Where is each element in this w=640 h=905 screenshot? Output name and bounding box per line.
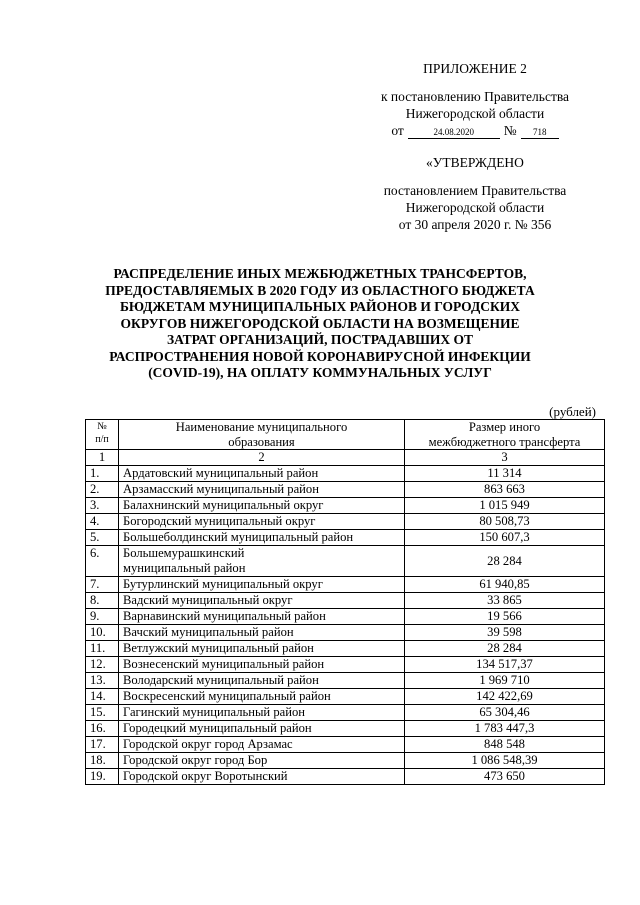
- table-row: [86, 466, 605, 482]
- row-name: Вачский муниципальный район: [119, 625, 405, 641]
- appendix-line-1: к постановлению Правительства: [380, 89, 570, 104]
- approved-line-2: Нижегородской области: [405, 200, 545, 215]
- row-name: Большеболдинский муниципальный район: [119, 530, 405, 546]
- row-number: 16.: [86, 721, 119, 737]
- row-number: 3.: [86, 498, 119, 514]
- row-amount: 1 086 548,39: [405, 753, 605, 769]
- title-line: РАСПРОСТРАНЕНИЯ НОВОЙ КОРОНАВИРУСНОЙ ИНФЕКЦИИ: [109, 348, 531, 364]
- title-line: БЮДЖЕТАМ МУНИЦИПАЛЬНЫХ РАЙОНОВ И ГОРОДСКИХ: [119, 299, 521, 314]
- title-line: (COVID-19), НА ОПЛАТУ КОММУНАЛЬНЫХ УСЛУГ: [148, 365, 492, 380]
- row-number: 17.: [86, 737, 119, 753]
- table-row: [86, 577, 605, 593]
- table-row: [86, 721, 605, 737]
- row-number: 14.: [86, 689, 119, 705]
- table-row: [86, 546, 605, 577]
- table-row: [86, 625, 605, 641]
- row-amount: 28 284: [405, 546, 605, 577]
- column-index: 1: [86, 450, 119, 466]
- row-number: 11.: [86, 641, 119, 657]
- order-number: 718: [521, 126, 559, 139]
- header-amount: [405, 420, 605, 450]
- approved-line-1: постановлением Правительства: [383, 183, 567, 198]
- row-amount: 863 663: [405, 482, 605, 498]
- approved-title: «УТВЕРЖДЕНО: [426, 155, 524, 170]
- from-label: от: [391, 123, 404, 138]
- appendix-line-2: Нижегородской области: [405, 106, 545, 121]
- row-amount: 61 940,85: [405, 577, 605, 593]
- row-amount: 142 422,69: [405, 689, 605, 705]
- row-name: Городской округ город Арзамас: [119, 737, 405, 753]
- transfers-table: [85, 419, 605, 785]
- row-number: 18.: [86, 753, 119, 769]
- title-line: ОКРУГОВ НИЖЕГОРОДСКОЙ ОБЛАСТИ НА ВОЗМЕЩЕНИЕ: [120, 315, 520, 331]
- header-name-line-1: Наименование муниципального: [175, 420, 348, 434]
- row-number: 19.: [86, 769, 119, 785]
- row-name: Богородский муниципальный округ: [119, 514, 405, 530]
- row-name: Гагинский муниципальный район: [119, 705, 405, 721]
- table-row: [86, 705, 605, 721]
- row-name-line-1: Большемурашкинский: [123, 546, 245, 560]
- row-number: 13.: [86, 673, 119, 689]
- row-name: Арзамасский муниципальный район: [119, 482, 405, 498]
- document-title: [70, 266, 570, 382]
- row-number: 15.: [86, 705, 119, 721]
- table-row: [86, 482, 605, 498]
- row-amount: 33 865: [405, 593, 605, 609]
- row-name: Городской округ Воротынский: [119, 769, 405, 785]
- order-reference: [340, 122, 610, 139]
- row-amount: 1 969 710: [405, 673, 605, 689]
- table-row: [86, 673, 605, 689]
- table-row: [86, 753, 605, 769]
- order-date: 24.08.2020: [408, 126, 500, 139]
- header-amount-line-2: межбюджетного трансферта: [428, 434, 581, 449]
- table-row: [86, 689, 605, 705]
- table-row: [86, 530, 605, 546]
- row-amount: 39 598: [405, 625, 605, 641]
- row-amount: 134 517,37: [405, 657, 605, 673]
- table-row: [86, 769, 605, 785]
- row-number: 6.: [86, 546, 119, 577]
- row-amount: 1 015 949: [405, 498, 605, 514]
- row-amount: 28 284: [405, 641, 605, 657]
- table-row: [86, 737, 605, 753]
- row-name: Вадский муниципальный округ: [119, 593, 405, 609]
- row-name: Городецкий муниципальный район: [119, 721, 405, 737]
- table-row: [86, 498, 605, 514]
- row-amount: 11 314: [405, 466, 605, 482]
- row-number: 8.: [86, 593, 119, 609]
- row-number: 7.: [86, 577, 119, 593]
- row-number: 5.: [86, 530, 119, 546]
- units-label: (рублей): [549, 404, 596, 419]
- row-name: Ардатовский муниципальный район: [119, 466, 405, 482]
- row-amount: 1 783 447,3: [405, 721, 605, 737]
- approved-block: [340, 154, 610, 233]
- number-sign: №: [503, 123, 517, 138]
- row-name: [119, 546, 405, 577]
- appendix-block: [340, 60, 610, 139]
- row-amount: 848 548: [405, 737, 605, 753]
- column-index-row: [86, 450, 605, 466]
- row-amount: 80 508,73: [405, 514, 605, 530]
- table-row: [86, 593, 605, 609]
- row-number: 9.: [86, 609, 119, 625]
- title-line: ПРЕДОСТАВЛЯЕМЫХ В 2020 ГОДУ ИЗ ОБЛАСТНОГО БЮДЖЕТА: [105, 282, 535, 298]
- row-name: Володарский муниципальный район: [119, 673, 405, 689]
- row-name: Городской округ город Бор: [119, 753, 405, 769]
- header-amount-line-1: Размер иного: [468, 420, 541, 434]
- row-name: Варнавинский муниципальный район: [119, 609, 405, 625]
- row-number: 4.: [86, 514, 119, 530]
- row-name: Ветлужский муниципальный район: [119, 641, 405, 657]
- title-line: ЗАТРАТ ОРГАНИЗАЦИЙ, ПОСТРАДАВШИХ ОТ: [166, 332, 474, 347]
- header-num-line-1: №: [97, 421, 107, 432]
- row-amount: 473 650: [405, 769, 605, 785]
- header-num-line-2: п/п: [95, 434, 109, 445]
- row-number: 1.: [86, 466, 119, 482]
- column-index: 2: [119, 450, 405, 466]
- column-index: 3: [405, 450, 605, 466]
- table-row: [86, 514, 605, 530]
- table-row: [86, 657, 605, 673]
- appendix-title: ПРИЛОЖЕНИЕ 2: [423, 61, 527, 76]
- header-name: [119, 420, 405, 450]
- row-number: 10.: [86, 625, 119, 641]
- title-line: РАСПРЕДЕЛЕНИЕ ИНЫХ МЕЖБЮДЖЕТНЫХ ТРАНСФЕРТОВ,: [113, 266, 527, 281]
- row-amount: 65 304,46: [405, 705, 605, 721]
- row-name: Вознесенский муниципальный район: [119, 657, 405, 673]
- row-name: Бутурлинский муниципальный округ: [119, 577, 405, 593]
- row-number: 2.: [86, 482, 119, 498]
- row-name: Балахнинский муниципальный округ: [119, 498, 405, 514]
- row-amount: 150 607,3: [405, 530, 605, 546]
- row-name-line-2: муниципальный район: [123, 561, 246, 575]
- table-row: [86, 641, 605, 657]
- table-row: [86, 609, 605, 625]
- approved-line-3: от 30 апреля 2020 г. № 356: [398, 217, 552, 232]
- table-header-row: [86, 420, 605, 450]
- row-amount: 19 566: [405, 609, 605, 625]
- header-num: [86, 420, 119, 450]
- row-name: Воскресенский муниципальный район: [119, 689, 405, 705]
- header-name-line-2: образования: [228, 434, 295, 449]
- row-number: 12.: [86, 657, 119, 673]
